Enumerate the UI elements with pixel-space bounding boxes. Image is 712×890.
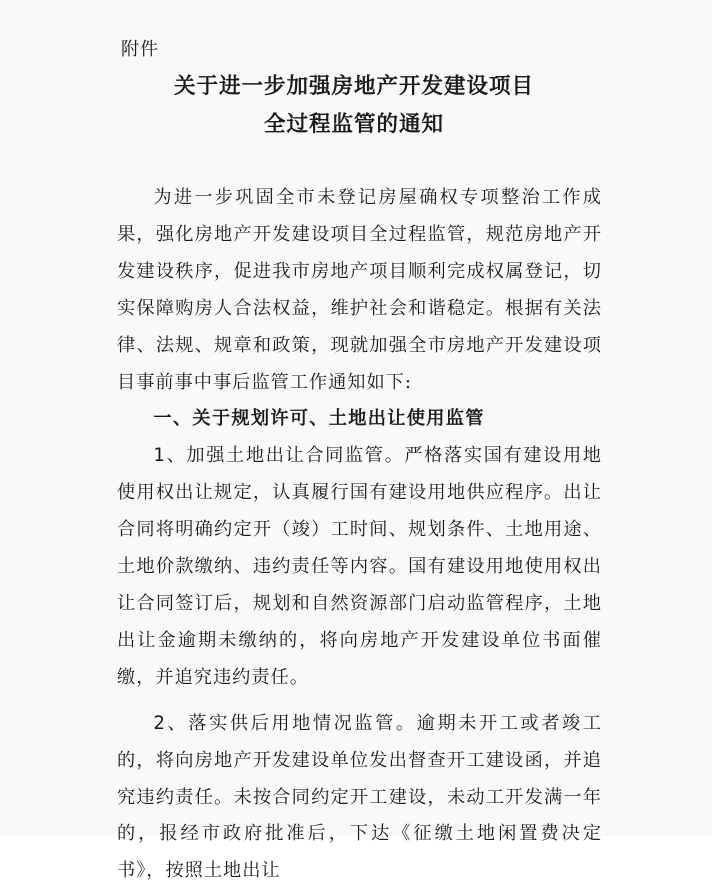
clause-lead: 2、落实供后用地情况监管。: [153, 712, 417, 734]
clause-text: 严格落实国有建设用地使用权出让规定，认真履行国有建设用地供应程序。出让合同将明确约定开（竣）工时间、规划条件、土地用途、土地价款缴纳、违约责任等内容。国有建设用地使用权出让合同签订后，规划和自然资源部门启动监管程序，土地出让金逾期未缴纳的，将向房地产开发建设单位书面催缴，并追究违约责任。: [117, 445, 602, 688]
clause-lead: 1、加强土地出让合同监管。: [153, 445, 405, 467]
clause-paragraph: [117, 438, 602, 696]
section-heading: 一、关于规划许可、土地出让使用监管: [153, 408, 485, 430]
annex-label: 附件: [121, 39, 159, 60]
document-title-line-1: 关于进一步加强房地产开发建设项目: [173, 74, 534, 99]
document-body: [117, 180, 602, 890]
clause-text: 逾期未开工或者竣工的，将向房地产开发建设单位发出督查开工建设函，并追究违约责任。未按合同约定开工建设，未动工开发满一年的，报经市政府批准后，下达《征缴土地闲置费决定书》，按照土地出让: [117, 712, 602, 882]
intro-paragraph: 为进一步巩固全市未登记房屋确权专项整治工作成果，强化房地产开发建设项目全过程监管，规范房地产开发建设秩序，促进我市房地产项目顺利完成权属登记，切实保障购房人合法权益，维护社会和谐稳定。根据有关法律、法规、规章和政策，现就加强全市房地产开发建设项目事前事中事后监管工作通知如下:: [117, 187, 602, 393]
document-title-line-2: 全过程监管的通知: [263, 112, 444, 137]
clause-paragraph: [117, 706, 602, 890]
